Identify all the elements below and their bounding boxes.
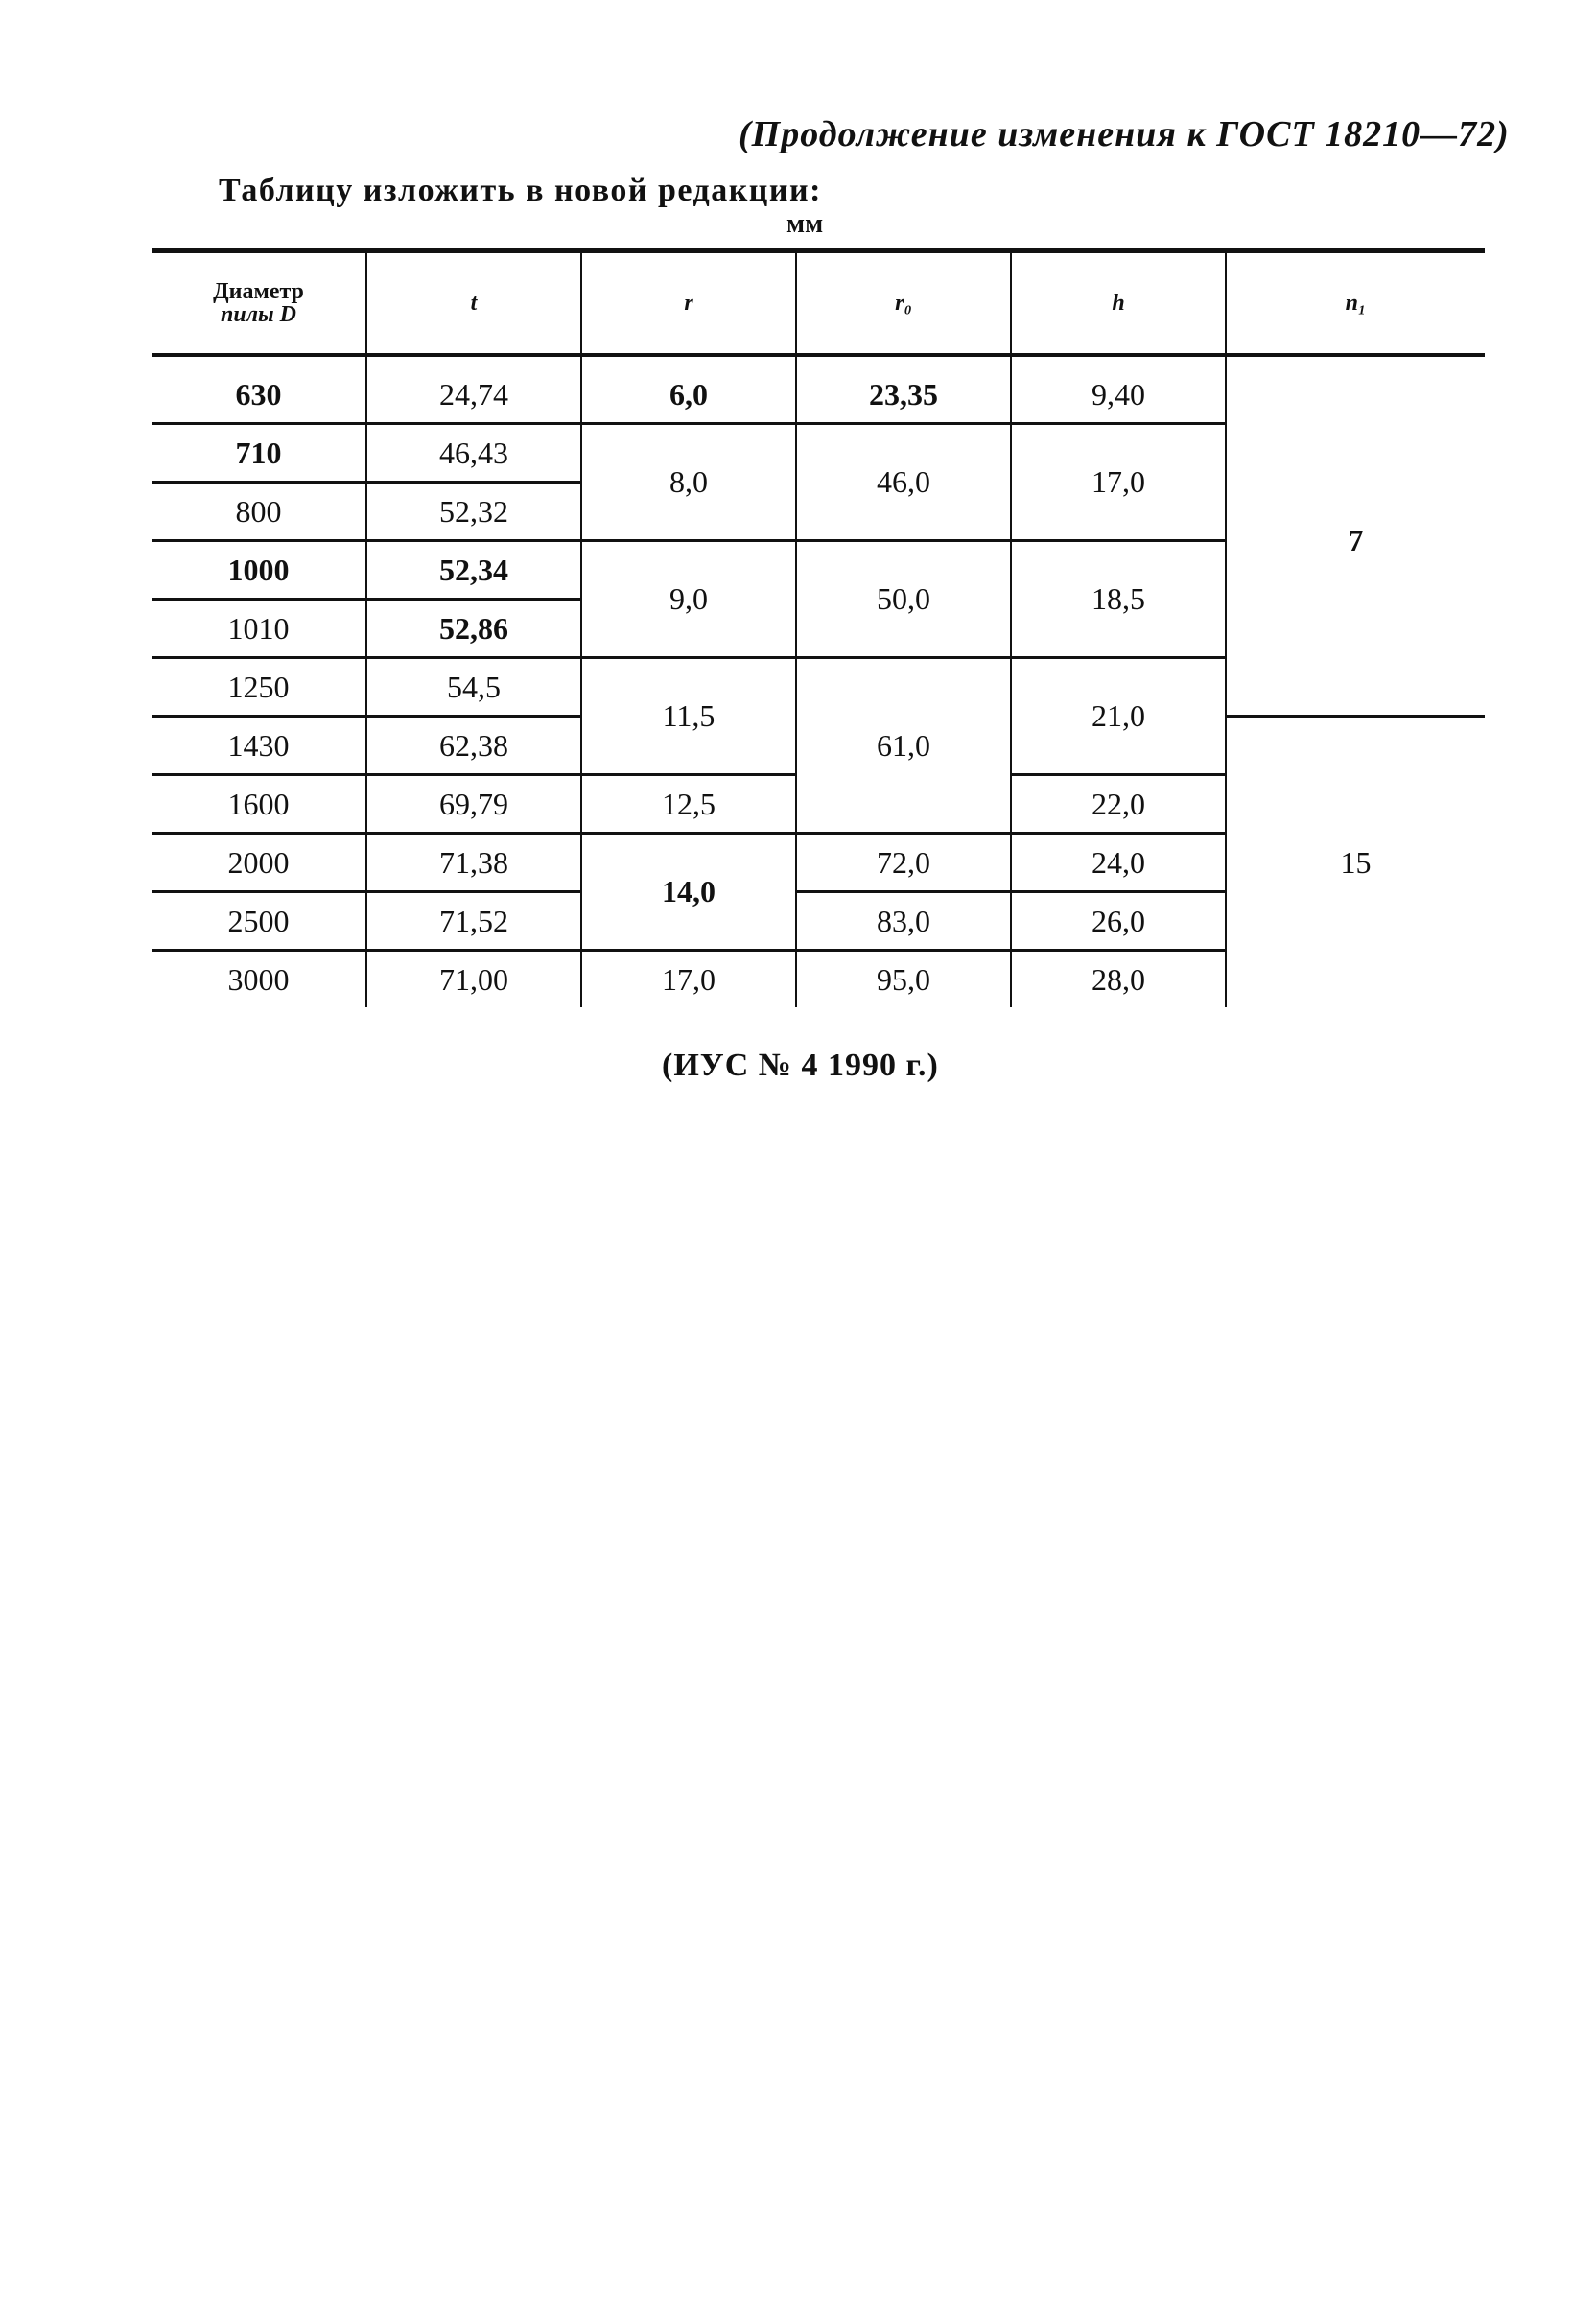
table-header-row (152, 250, 1485, 355)
cell-t: 24,74 (366, 366, 581, 424)
cell-h: 17,0 (1011, 424, 1226, 541)
cell-t: 71,00 (366, 951, 581, 1008)
cell-r: 11,5 (581, 658, 796, 775)
cell-h: 18,5 (1011, 541, 1226, 658)
cell-r0: 61,0 (796, 658, 1011, 834)
data-table (152, 248, 1485, 1044)
cell-d: 710 (152, 424, 366, 483)
intro-text: Таблицу изложить в новой редакции: (219, 173, 822, 208)
cell-n: 7 (1226, 366, 1485, 717)
cell-t: 52,34 (366, 541, 581, 600)
header-diameter (152, 250, 366, 355)
cell-t: 69,79 (366, 775, 581, 834)
cell-t: 71,52 (366, 892, 581, 951)
cell-d: 1250 (152, 658, 366, 717)
cell-d: 800 (152, 483, 366, 541)
cell-d: 1010 (152, 600, 366, 658)
cell-t: 52,32 (366, 483, 581, 541)
cell-t: 71,38 (366, 834, 581, 892)
cell-d: 2000 (152, 834, 366, 892)
cell-r0: 46,0 (796, 424, 1011, 541)
cell-h: 21,0 (1011, 658, 1226, 775)
cell-d: 2500 (152, 892, 366, 951)
cell-h: 26,0 (1011, 892, 1226, 951)
cell-h: 28,0 (1011, 951, 1226, 1008)
table-row (152, 366, 1485, 424)
cell-r: 17,0 (581, 951, 796, 1008)
cell-r: 6,0 (581, 366, 796, 424)
cell-d: 1600 (152, 775, 366, 834)
cell-t: 46,43 (366, 424, 581, 483)
cell-r: 8,0 (581, 424, 796, 541)
header-h: h (1011, 250, 1226, 355)
cell-n: 15 (1226, 717, 1485, 1008)
cell-r0: 72,0 (796, 834, 1011, 892)
cell-r: 14,0 (581, 834, 796, 951)
footer-note: (ИУС № 4 1990 г.) (662, 1048, 939, 1083)
cell-d: 3000 (227, 961, 290, 997)
cell-t: 62,38 (366, 717, 581, 775)
header-diameter-line1: Диаметр (213, 279, 304, 304)
header-n: n₁ (1226, 250, 1485, 355)
cell-t: 52,86 (366, 600, 581, 658)
cell-r0: 23,35 (796, 366, 1011, 424)
cell-r0: 50,0 (796, 541, 1011, 658)
cell-h: 24,0 (1011, 834, 1226, 892)
header-t: t (366, 250, 581, 355)
cell-d: 630 (152, 366, 366, 424)
cell-h: 9,40 (1011, 366, 1226, 424)
cell-t: 54,5 (366, 658, 581, 717)
cell-r: 12,5 (581, 775, 796, 834)
cell-r: 9,0 (581, 541, 796, 658)
units-label: мм (786, 209, 824, 239)
cell-d: 1430 (152, 717, 366, 775)
cell-r0: 83,0 (796, 892, 1011, 951)
cell-d: 1000 (152, 541, 366, 600)
header-note: (Продолжение изменения к ГОСТ 18210—72) (739, 114, 1510, 154)
cell-h: 22,0 (1011, 775, 1226, 834)
header-r0: r₀ (796, 250, 1011, 355)
header-diameter-line2: пилы D (221, 302, 296, 327)
header-r: r (581, 250, 796, 355)
cell-r0: 95,0 (796, 951, 1011, 1008)
